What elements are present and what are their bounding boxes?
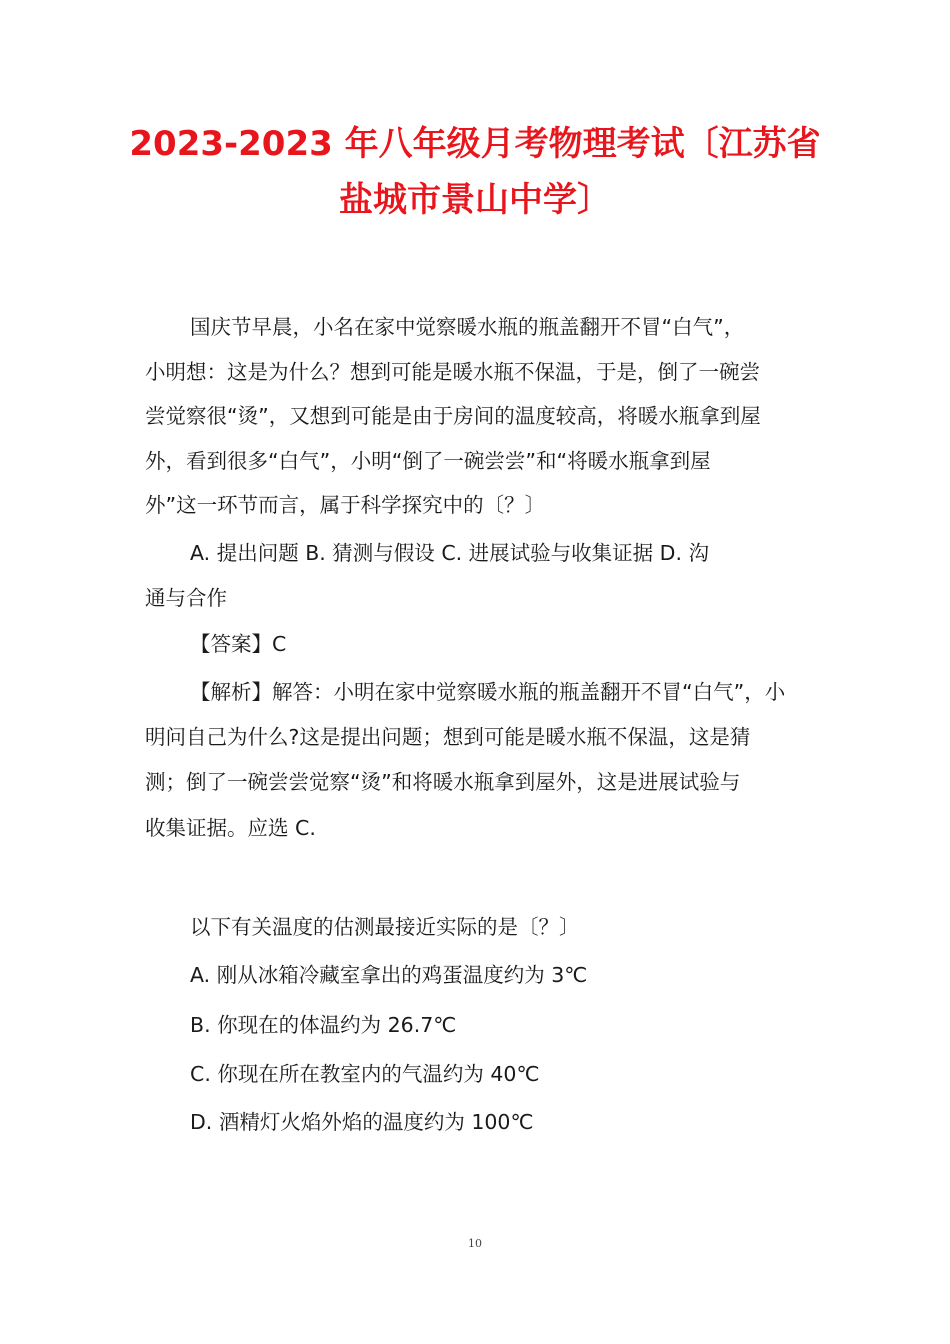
document-title-line-2: 盐城市景山中学〕	[339, 180, 611, 220]
question-1-analysis-line-3: 测；倒了一碗尝尝觉察“烫”和将暖水瓶拿到屋外，这是进展试验与	[145, 770, 741, 794]
question-1-answer: 【答案】C	[190, 632, 287, 656]
question-2-option-b: B. 你现在的体温约为 26.7℃	[190, 1013, 457, 1037]
question-2-option-c: C. 你现在所在教室内的气温约为 40℃	[190, 1062, 540, 1086]
question-1-stem-line-2: 小明想：这是为什么？想到可能是暖水瓶不保温，于是，倒了一碗尝	[145, 360, 760, 384]
question-1-analysis-line-2: 明问自己为什么?这是提出问题；想到可能是暖水瓶不保温，这是猜	[145, 725, 751, 749]
question-2-option-a: A. 刚从冰箱冷藏室拿出的鸡蛋温度约为 3℃	[190, 963, 588, 987]
question-1-stem-line-5: 外”这一环节而言，属于科学探究中的〔？〕	[145, 493, 546, 517]
page-number: 10	[468, 1237, 482, 1250]
question-1-stem-line-3: 尝觉察很“烫”，又想到可能是由于房间的温度较高，将暖水瓶拿到屋	[145, 404, 761, 428]
question-2-option-d: D. 酒精灯火焰外焰的温度约为 100℃	[190, 1110, 534, 1134]
document-title-line-1: 2023-2023 年八年级月考物理考试〔江苏省	[129, 124, 821, 164]
question-2-stem: 以下有关温度的估测最接近实际的是〔？〕	[190, 915, 580, 939]
question-1-options-line-1: A. 提出问题 B. 猜测与假设 C. 进展试验与收集证据 D. 沟	[190, 541, 710, 565]
question-1-options-line-2: 通与合作	[145, 586, 227, 610]
question-1-analysis-line-1: 【解析】解答：小明在家中觉察暖水瓶的瓶盖翻开不冒“白气”，小	[190, 680, 786, 704]
question-1-analysis-line-4: 收集证据。应选 C.	[145, 816, 316, 840]
question-1-stem-line-4: 外，看到很多“白气”，小明“倒了一碗尝尝”和“将暖水瓶拿到屋	[145, 449, 711, 473]
question-1-stem-line-1: 国庆节早晨，小名在家中觉察暖水瓶的瓶盖翻开不冒“白气”，	[190, 315, 745, 339]
